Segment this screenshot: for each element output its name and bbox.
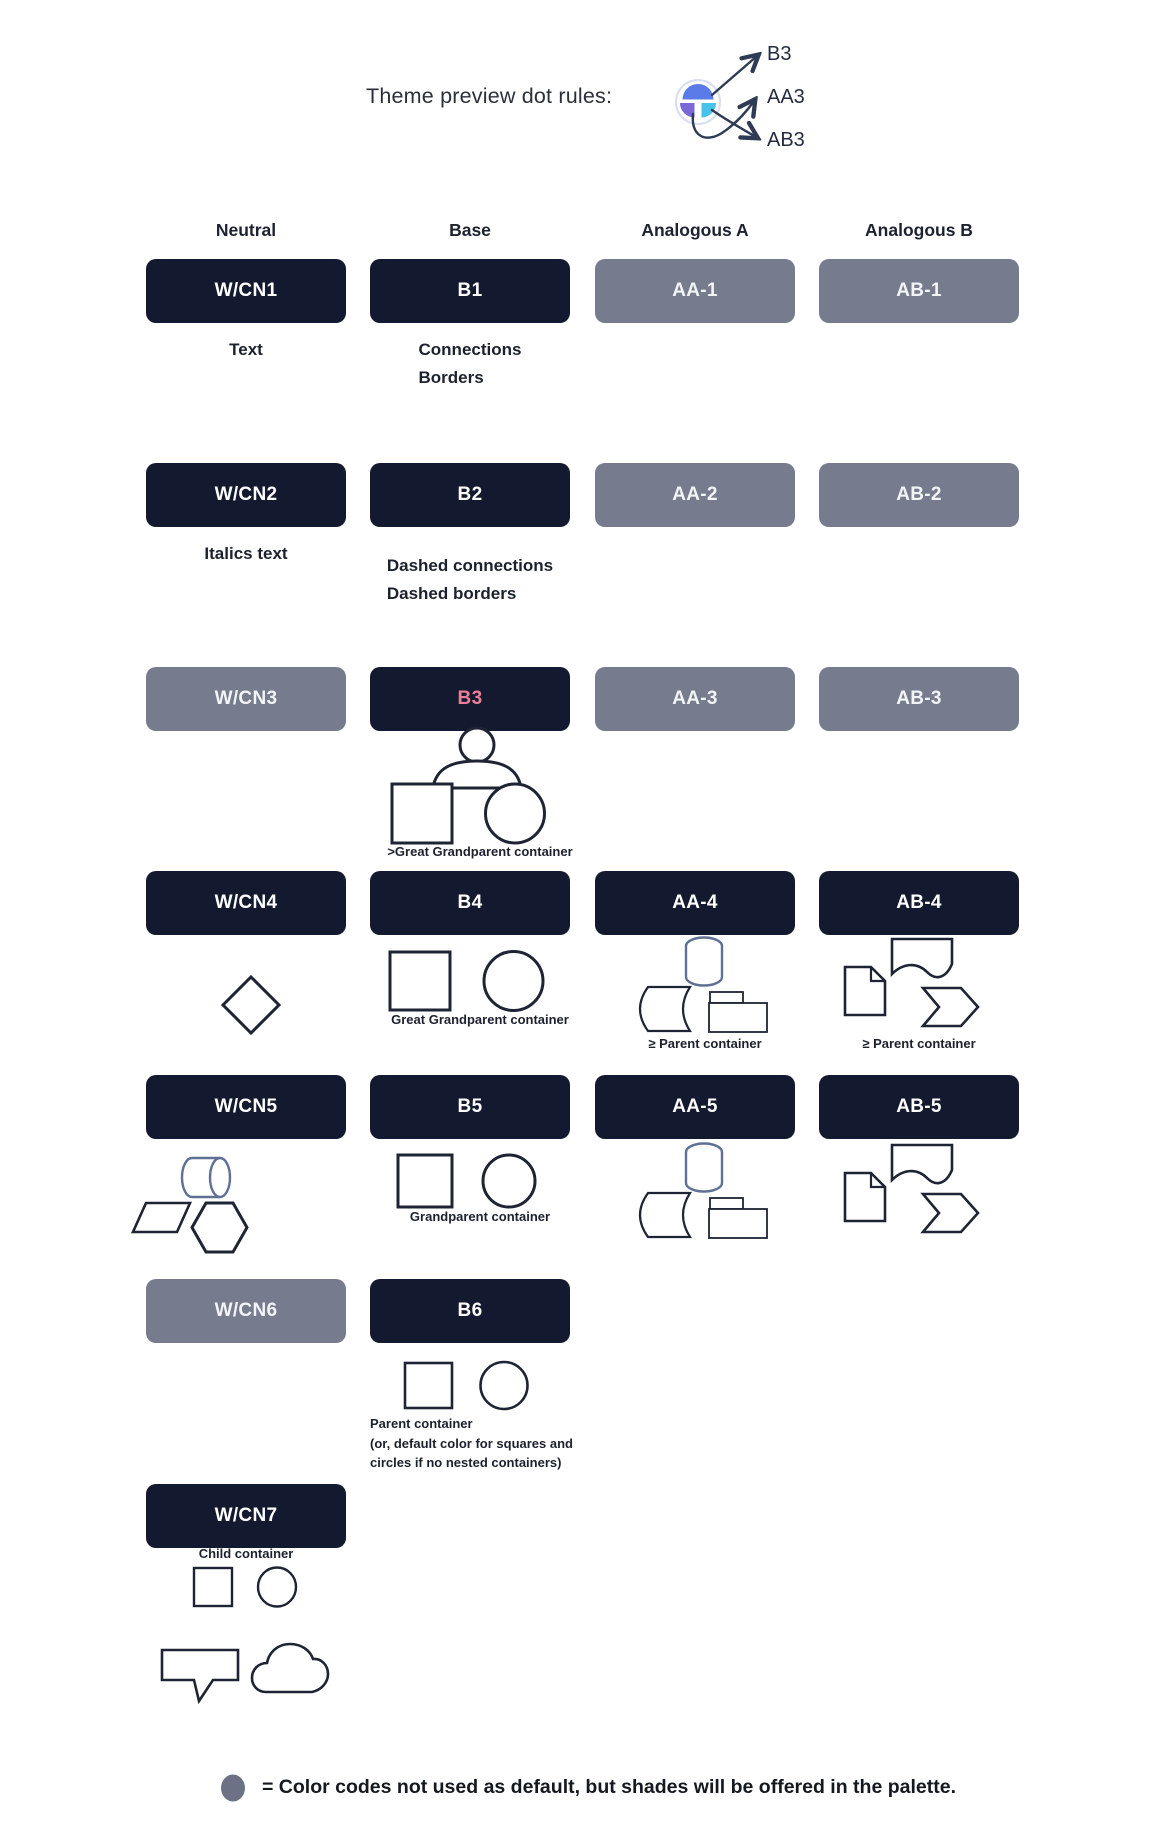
column-header-neutral: Neutral xyxy=(215,220,277,240)
note-parent-default-line3: circles if no nested containers) xyxy=(370,1455,562,1470)
circle-shape-wcn7 xyxy=(258,1568,296,1607)
person-shape xyxy=(433,728,521,788)
square-shape-b3 xyxy=(392,784,452,843)
page-title: Theme preview dot rules: xyxy=(366,84,613,108)
note-parent-default xyxy=(370,1414,630,1473)
arrow-to-aa3 xyxy=(693,101,754,138)
swatch-b2: B2 xyxy=(370,463,570,527)
note-dashed-line1: Dashed connections xyxy=(386,556,554,575)
horizontal-cylinder-shape xyxy=(182,1158,230,1197)
note-text-line: Text xyxy=(229,340,263,359)
square-shape-b4 xyxy=(390,952,450,1010)
swatch-ab2: AB-2 xyxy=(819,463,1019,527)
note-great-grandparent: Great Grandparent container xyxy=(391,1012,569,1027)
note-italics-line: Italics text xyxy=(204,544,288,563)
aa4-shape-set xyxy=(640,938,767,1033)
swatch-wcn1: W/CN1 xyxy=(146,259,346,323)
parallelogram-shape xyxy=(133,1203,190,1232)
swatch-b1: B1 xyxy=(370,259,570,323)
column-header-analogous-a: Analogous A xyxy=(641,220,749,240)
swatch-wcn5: W/CN5 xyxy=(146,1075,346,1139)
swatch-ab5: AB-5 xyxy=(819,1075,1019,1139)
ab5-shape-set xyxy=(845,1145,978,1232)
hexagon-shape xyxy=(192,1203,247,1252)
circle-shape-b3 xyxy=(486,784,545,843)
note-connections-line2: Borders xyxy=(418,368,484,387)
note-child-container: Child container xyxy=(198,1546,294,1561)
swatch-ab3: AB-3 xyxy=(819,667,1019,731)
note-dashed xyxy=(370,552,570,608)
note-parent-default-line1: Parent container xyxy=(370,1416,473,1431)
theme-preview-dot-icon xyxy=(676,80,720,124)
note-connections-line1: Connections xyxy=(418,340,522,359)
swatch-b3: B3 xyxy=(370,667,570,731)
speech-bubble-shape xyxy=(162,1650,238,1701)
swatch-b4: B4 xyxy=(370,871,570,935)
circle-shape-b4 xyxy=(484,952,543,1011)
square-shape-b5 xyxy=(398,1155,452,1207)
cloud-shape xyxy=(252,1644,328,1692)
note-text xyxy=(146,336,346,364)
swatch-aa5: AA-5 xyxy=(595,1075,795,1139)
swatch-wcn7: W/CN7 xyxy=(146,1484,346,1548)
circle-shape-b5 xyxy=(483,1155,535,1207)
swatch-ab1: AB-1 xyxy=(819,259,1019,323)
swatch-b5: B5 xyxy=(370,1075,570,1139)
note-grandparent: Grandparent container xyxy=(409,1209,551,1224)
dot-rule-label-aa3: AA3 xyxy=(767,86,805,108)
square-shape-b6 xyxy=(405,1363,452,1408)
swatch-aa1: AA-1 xyxy=(595,259,795,323)
note-italics-text xyxy=(146,540,346,568)
swatch-aa2: AA-2 xyxy=(595,463,795,527)
legend-text: = Color codes not used as default, but shades will be offered in the palette. xyxy=(262,1776,956,1798)
ab4-shape-set xyxy=(845,939,978,1026)
aa5-shape-set xyxy=(640,1144,767,1239)
column-header-analogous-b: Analogous B xyxy=(865,220,973,240)
column-header-base: Base xyxy=(449,220,491,240)
dot-rule-label-b3: B3 xyxy=(767,43,792,65)
note-great-grandparent-gt: >Great Grandparent container xyxy=(387,844,573,859)
square-shape-wcn7 xyxy=(194,1568,232,1606)
swatch-wcn2: W/CN2 xyxy=(146,463,346,527)
diamond-shape xyxy=(223,977,279,1033)
swatch-wcn4: W/CN4 xyxy=(146,871,346,935)
swatch-ab4: AB-4 xyxy=(819,871,1019,935)
arrow-to-b3 xyxy=(712,56,757,95)
dot-rule-label-ab3: AB3 xyxy=(767,129,805,151)
swatch-wcn6: W/CN6 xyxy=(146,1279,346,1343)
note-dashed-line2: Dashed borders xyxy=(386,584,517,603)
note-connections xyxy=(370,336,570,392)
note-parent-ab: ≥ Parent container xyxy=(862,1036,976,1051)
swatch-aa4: AA-4 xyxy=(595,871,795,935)
legend-dot-icon xyxy=(221,1775,245,1802)
arrow-to-ab3 xyxy=(712,110,756,137)
swatch-b6: B6 xyxy=(370,1279,570,1343)
note-parent-aa: ≥ Parent container xyxy=(648,1036,762,1051)
swatch-aa3: AA-3 xyxy=(595,667,795,731)
note-parent-default-line2: (or, default color for squares and xyxy=(370,1435,573,1451)
swatch-wcn3: W/CN3 xyxy=(146,667,346,731)
circle-shape-b6 xyxy=(481,1362,528,1409)
